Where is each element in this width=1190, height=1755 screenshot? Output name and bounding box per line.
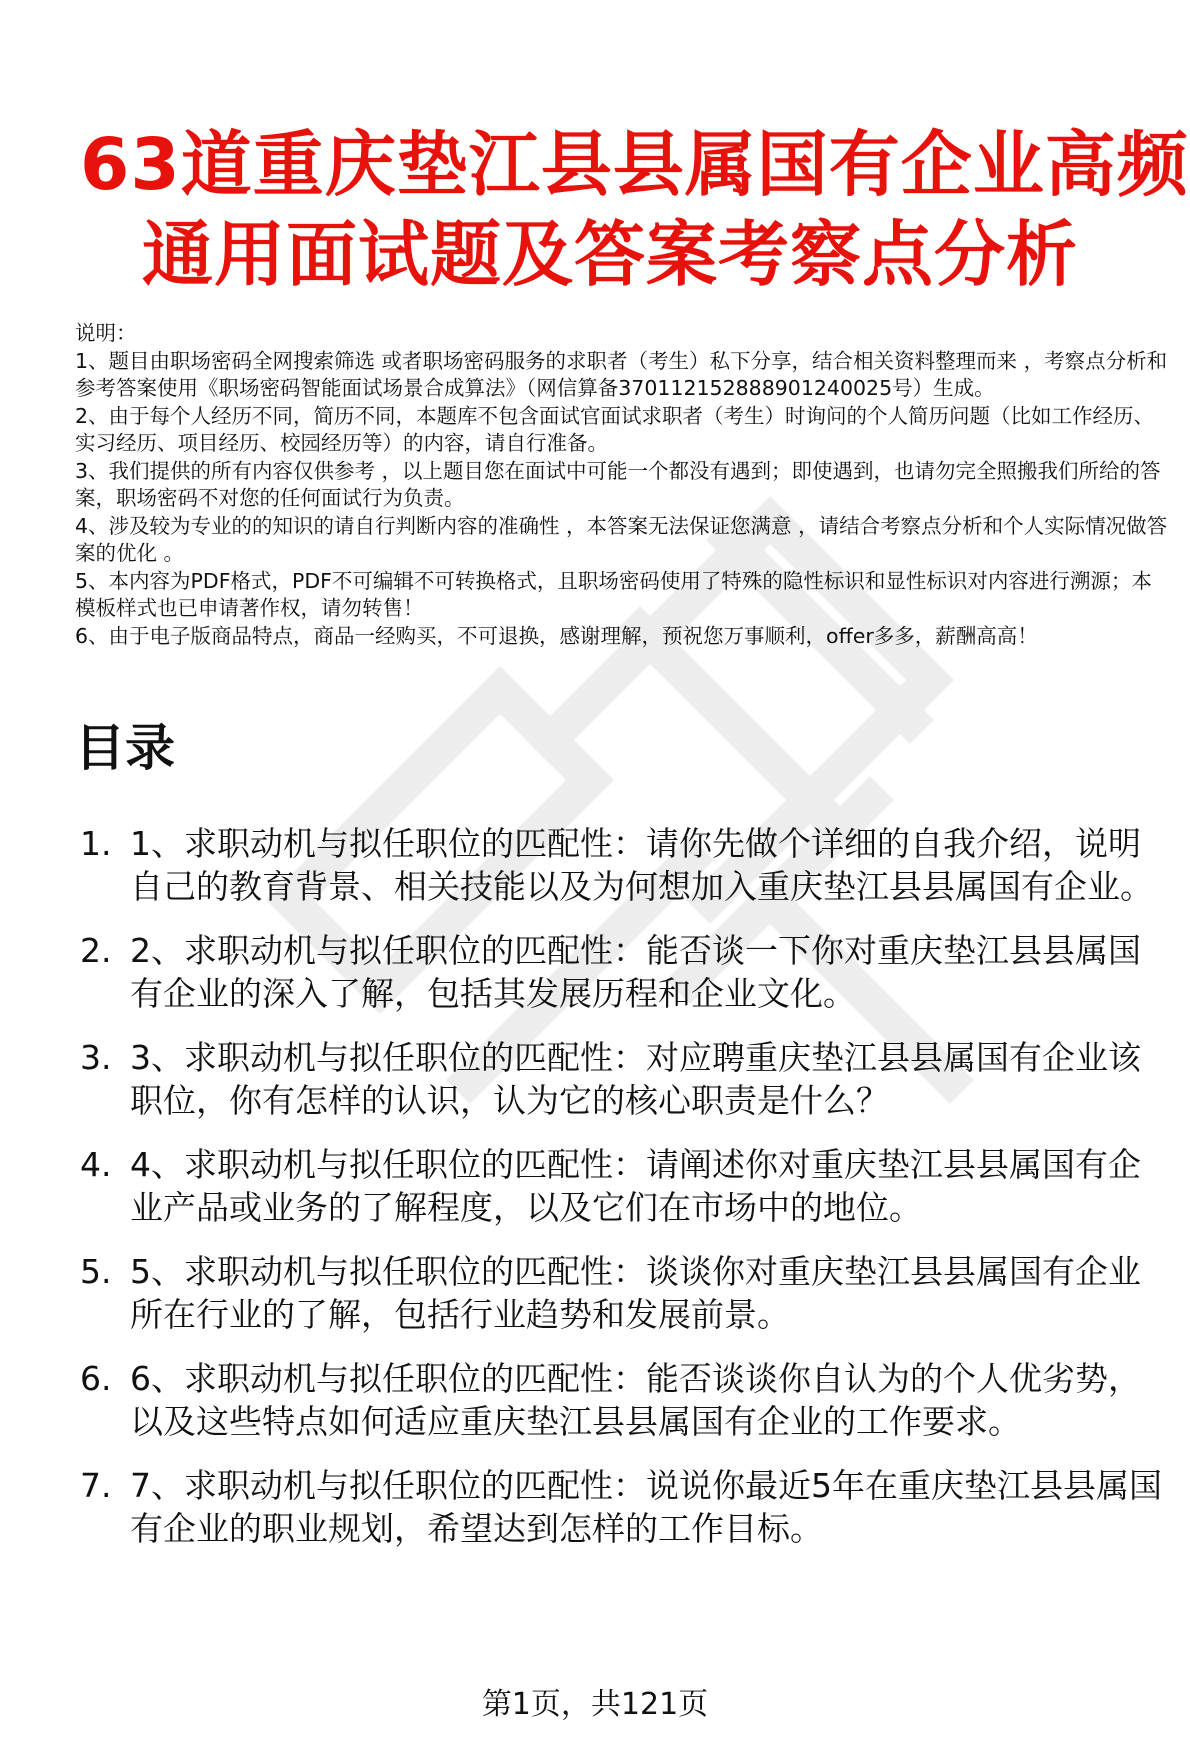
document-title — [80, 120, 1189, 300]
toc-item-number: 1. — [80, 824, 112, 863]
toc-list — [75, 822, 1170, 1571]
toc-item — [75, 1143, 1170, 1229]
toc-item-number: 4. — [80, 1145, 112, 1184]
toc-item-link[interactable]: 7、求职动机与拟任职位的匹配性：说说你最近5年在重庆垫江县县属国有企业的职业规划，希望达到怎样的工作目标。 — [130, 1466, 1162, 1548]
title-line-1: 63道重庆垫江县县属国有企业高频 — [80, 123, 1189, 206]
page-number: 第1页，共121页 — [481, 1687, 709, 1722]
toc-item — [75, 1357, 1170, 1443]
toc-item-number: 3. — [80, 1038, 112, 1077]
note-item: 3、我们提供的所有内容仅供参考 ，以上题目您在面试中可能一个都没有遇到；即使遇到，也请勿完全照搬我们所给的答案，职场密码不对您的任何面试行为负责。 — [75, 458, 1161, 510]
toc-item-number: 5. — [80, 1252, 112, 1291]
toc-item — [75, 1464, 1170, 1550]
note-item: 4、涉及较为专业的的知识的请自行判断内容的准确性 ，本答案无法保证您满意 ，请结合考察点分析和个人实际情况做答案的优化 。 — [75, 513, 1168, 565]
toc-item-link[interactable]: 2、求职动机与拟任职位的匹配性：能否谈一下你对重庆垫江县县属国有企业的深入了解，包括其发展历程和企业文化。 — [130, 931, 1141, 1013]
toc-item — [75, 1250, 1170, 1336]
title-line-2: 通用面试题及答案考察点分析 — [141, 213, 1078, 296]
toc-item-number: 6. — [80, 1359, 112, 1398]
notes-heading: 说明： — [75, 321, 137, 345]
note-item: 2、由于每个人经历不同，简历不同，本题库不包含面试官面试求职者（考生）时询问的个人简历问题（比如工作经历、实习经历、项目经历、校园经历等）的内容，请自行准备。 — [75, 403, 1155, 455]
note-item: 1、题目由职场密码全网搜索筛选 或者职场密码服务的求职者（考生）私下分享，结合相关资料整理而来 ，考察点分析和参考答案使用《职场密码智能面试场景合成算法》（网信算备370112152888901240025号）生成。 — [75, 348, 1168, 400]
toc-item-link[interactable]: 6、求职动机与拟任职位的匹配性：能否谈谈你自认为的个人优劣势，以及这些特点如何适应重庆垫江县县属国有企业的工作要求。 — [130, 1359, 1141, 1441]
toc-item — [75, 1036, 1170, 1122]
toc-item — [75, 822, 1170, 908]
note-item: 6、由于电子版商品特点，商品一经购买，不可退换，感谢理解，预祝您万事顺利，offer多多，薪酬高高！ — [75, 623, 1038, 648]
toc-item — [75, 929, 1170, 1015]
toc-item-number: 7. — [80, 1466, 112, 1505]
toc-item-link[interactable]: 4、求职动机与拟任职位的匹配性：请阐述你对重庆垫江县县属国有企业产品或业务的了解程度，以及它们在市场中的地位。 — [130, 1145, 1141, 1227]
notes-section — [75, 320, 1170, 650]
toc-item-number: 2. — [80, 931, 112, 970]
toc-heading: 目录 — [75, 719, 175, 777]
note-item: 5、本内容为PDF格式，PDF不可编辑不可转换格式，且职场密码使用了特殊的隐性标识和显性标识对内容进行溯源；本模板样式也已申请著作权，请勿转售！ — [75, 568, 1152, 620]
toc-item-link[interactable]: 5、求职动机与拟任职位的匹配性：谈谈你对重庆垫江县县属国有企业所在行业的了解，包括行业趋势和发展前景。 — [130, 1252, 1141, 1334]
toc-item-link[interactable]: 1、求职动机与拟任职位的匹配性：请你先做个详细的自我介绍，说明自己的教育背景、相关技能以及为何想加入重庆垫江县县属国有企业。 — [130, 824, 1153, 906]
toc-item-link[interactable]: 3、求职动机与拟任职位的匹配性：对应聘重庆垫江县县属国有企业该职位，你有怎样的认识，认为它的核心职责是什么？ — [130, 1038, 1141, 1120]
